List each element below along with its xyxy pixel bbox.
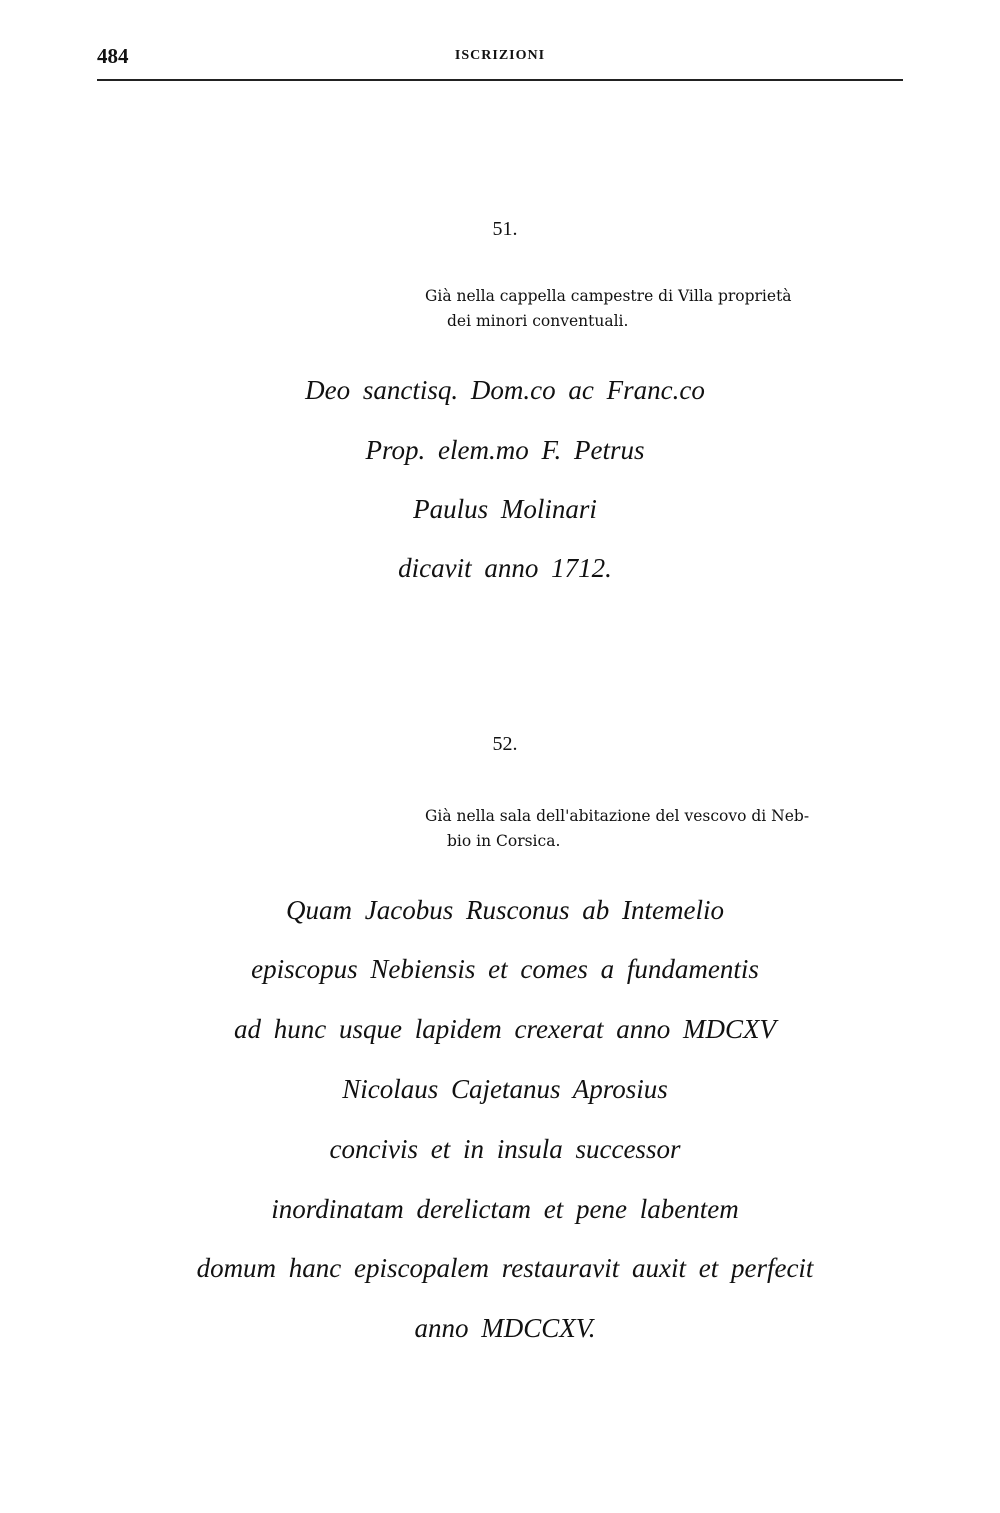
entry-number-52: 52. [492,733,518,755]
inscription-line: Quam Jacobus Rusconus ab Intemelio [286,895,724,925]
provenance-line: Già nella cappella campestre di Villa proprietà [425,287,792,305]
inscription-line: Prop. elem.mo F. Petrus [365,435,645,465]
inscription-line: Nicolaus Cajetanus Aprosius [342,1074,668,1104]
running-head [97,44,903,74]
provenance-note-52 [425,804,920,854]
inscription-line: ad hunc usque lapidem crexerat anno MDCXV [234,1014,776,1044]
inscription-line: anno MDCCXV. [414,1313,596,1343]
inscription-line: episcopus Nebiensis et comes a fundamentis [251,954,759,984]
inscription-line: Paulus Molinari [413,494,597,524]
provenance-line: Già nella sala dell'abitazione del vescovo di Neb- [425,807,810,825]
inscription-line: dicavit anno 1712. [398,553,612,583]
provenance-line: bio in Corsica. [447,832,561,850]
inscription-line: concivis et in insula successor [329,1134,681,1164]
inscription-line: inordinatam derelictam et pene labentem [271,1194,739,1224]
running-title: ISCRIZIONI [454,48,546,63]
header-rule [97,79,903,81]
page-number: 484 [97,44,129,68]
inscription-line: Deo sanctisq. Dom.co ac Franc.co [305,375,705,405]
provenance-note-51 [425,284,920,334]
inscription-line: domum hanc episcopalem restauravit auxit et perfecit [196,1253,814,1283]
entry-number-51: 51. [492,218,518,240]
provenance-line: dei minori conventuali. [447,312,629,330]
